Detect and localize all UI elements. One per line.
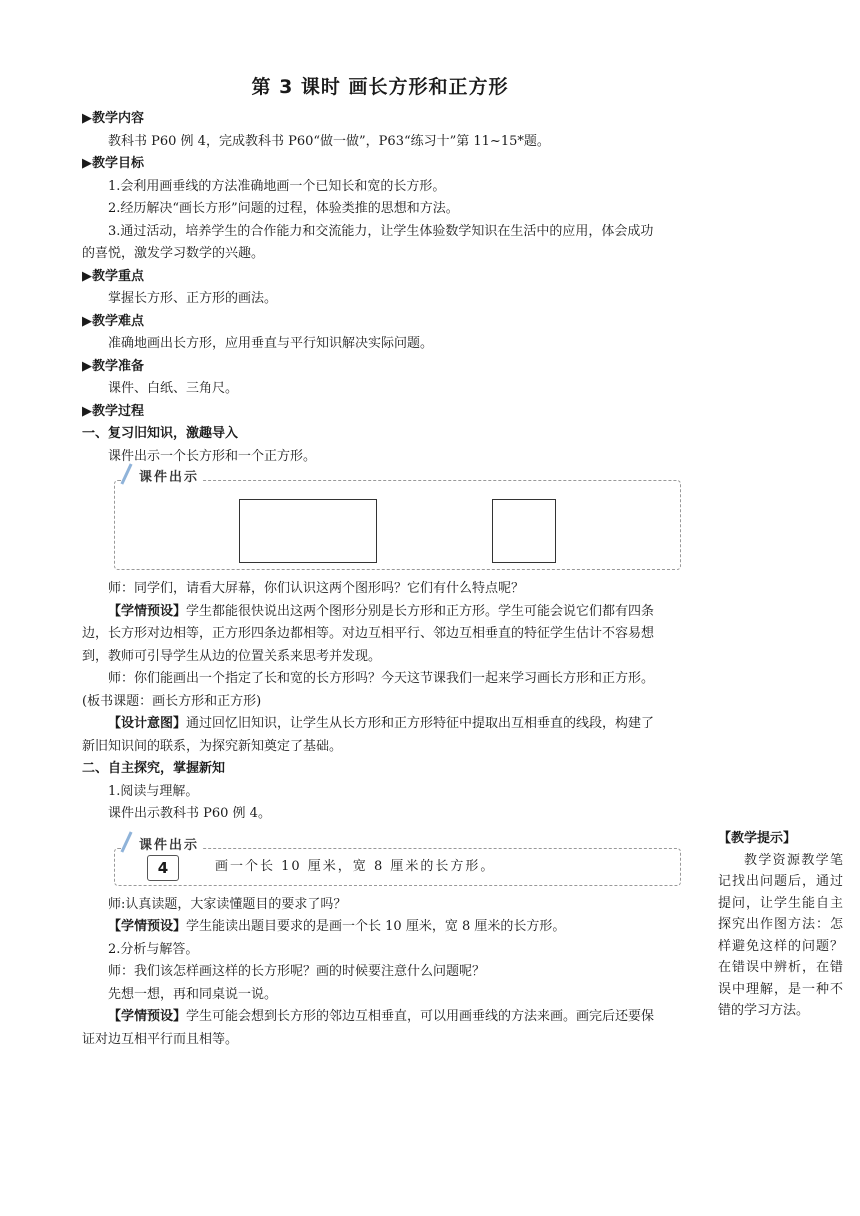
part1-heading: 一、复习旧知识，激趣导入 [82,426,239,441]
section-heading-goals: ▶教学目标 [82,156,144,171]
teacher-question-3: 师:认真读题，大家读懂题目的要求了吗？ [108,896,347,912]
student-preset-3 [82,1006,657,1051]
section-heading-content: ▶教学内容 [82,111,144,126]
part2-step-1: 1.阅读与理解。 [108,783,199,799]
teacher-question-1: 师：同学们，请看大屏幕，你们认识这两个图形吗？它们有什么特点呢？ [108,581,525,596]
key-text: 掌握长方形、正方形的画法。 [108,291,278,306]
square-figure [492,499,556,563]
page-title: 第 3 课时 画长方形和正方形 [251,76,509,98]
design-text: 通过回忆旧知识，让学生从长方形和正方形特征中提取出互相垂直的线段，构建了新旧知识间的联系，为探究新知奠定了基础。 [82,716,655,754]
example-number: 4 [147,855,179,881]
preparation-text: 课件、白纸、三角尺。 [108,381,239,396]
teacher-question-4: 师：我们该怎样画这样的长方形呢？画的时候要注意什么问题呢？ [108,964,486,979]
part1-intro: 课件出示一个长方形和一个正方形。 [108,448,317,464]
content-text: 教科书 P60 例 4，完成教科书 P60“做一做”，P63“练习十”第 11~15*题。 [108,133,550,149]
section-heading-preparation: ▶教学准备 [82,358,144,374]
section-heading-process: ▶教学过程 [82,403,144,419]
part2-step-2: 2.分析与解答。 [108,941,199,957]
goal-item-1: 1.会利用画垂线的方法准确地画一个已知长和宽的长方形。 [108,178,446,194]
teaching-tip-body: 教学资源教学笔记找出问题后，通过提问，让学生能自主探究出作图方法：怎样避免这样的问题？在错误中辨析，在错误中理解，是一种不错的学习方法。 [718,852,843,1018]
example-text: 画一个长 10 厘米，宽 8 厘米的长方形。 [215,858,496,874]
section-heading-difficulty: ▶教学难点 [82,313,144,329]
preset-tag: 【学情预设】 [108,603,187,619]
preset-tag: 【学情预设】 [108,919,187,934]
difficulty-text: 准确地画出长方形，应用垂直与平行知识解决实际问题。 [108,336,434,351]
design-tag: 【设计意图】 [108,716,187,731]
student-preset-2 [82,916,657,939]
goal-item-3: 3.通过活动，培养学生的合作能力和交流能力，让学生体验数学知识在生活中的应用，体会成功的喜悦，激发学习数学的兴趣。 [82,223,654,261]
section-heading-key: ▶教学重点 [82,268,144,284]
preset-text: 学生可能会想到长方形的邻边互相垂直，可以用画垂线的方法来画。画完后还要保证对边互相平行而且相等。 [82,1009,655,1047]
part2-heading: 二、自主探究，掌握新知 [82,761,226,776]
design-intent [82,713,657,758]
courseware-box-example [114,837,681,886]
teaching-tip-title: 【教学提示】 [718,831,797,846]
part2-intro: 课件出示教科书 P60 例 4。 [108,806,271,821]
courseware-box-shapes [114,470,681,570]
teacher-instruction: 先想一想，再和同桌说一说。 [108,986,278,1002]
rectangle-figure [239,499,377,563]
teaching-tip-sidebar [718,828,843,1022]
courseware-tag: 课件出示 [125,467,203,490]
teacher-question-2: 师：你们能画出一个指定了长和宽的长方形吗？今天这节课我们一起来学习画长方形和正方形。(板书课题：画长方形和正方形) [82,671,655,709]
preset-text: 学生能读出题目要求的是画一个长 10 厘米，宽 8 厘米的长方形。 [186,919,566,934]
preset-tag: 【学情预设】 [108,1009,187,1024]
preset-text: 学生都能很快说出这两个图形分别是长方形和正方形。学生可能会说它们都有四条边，长方形对边相等，正方形四条边都相等。对边互相平行、邻边互相垂直的特征学生估计不容易想到，教师可引导学生从边的位置关系来思考并发现。 [82,603,655,664]
courseware-tag: 课件出示 [125,835,203,858]
main-content [82,108,657,1051]
goal-item-2: 2.经历解决“画长方形”问题的过程，体验类推的思想和方法。 [108,201,459,216]
student-preset-1 [82,601,657,669]
